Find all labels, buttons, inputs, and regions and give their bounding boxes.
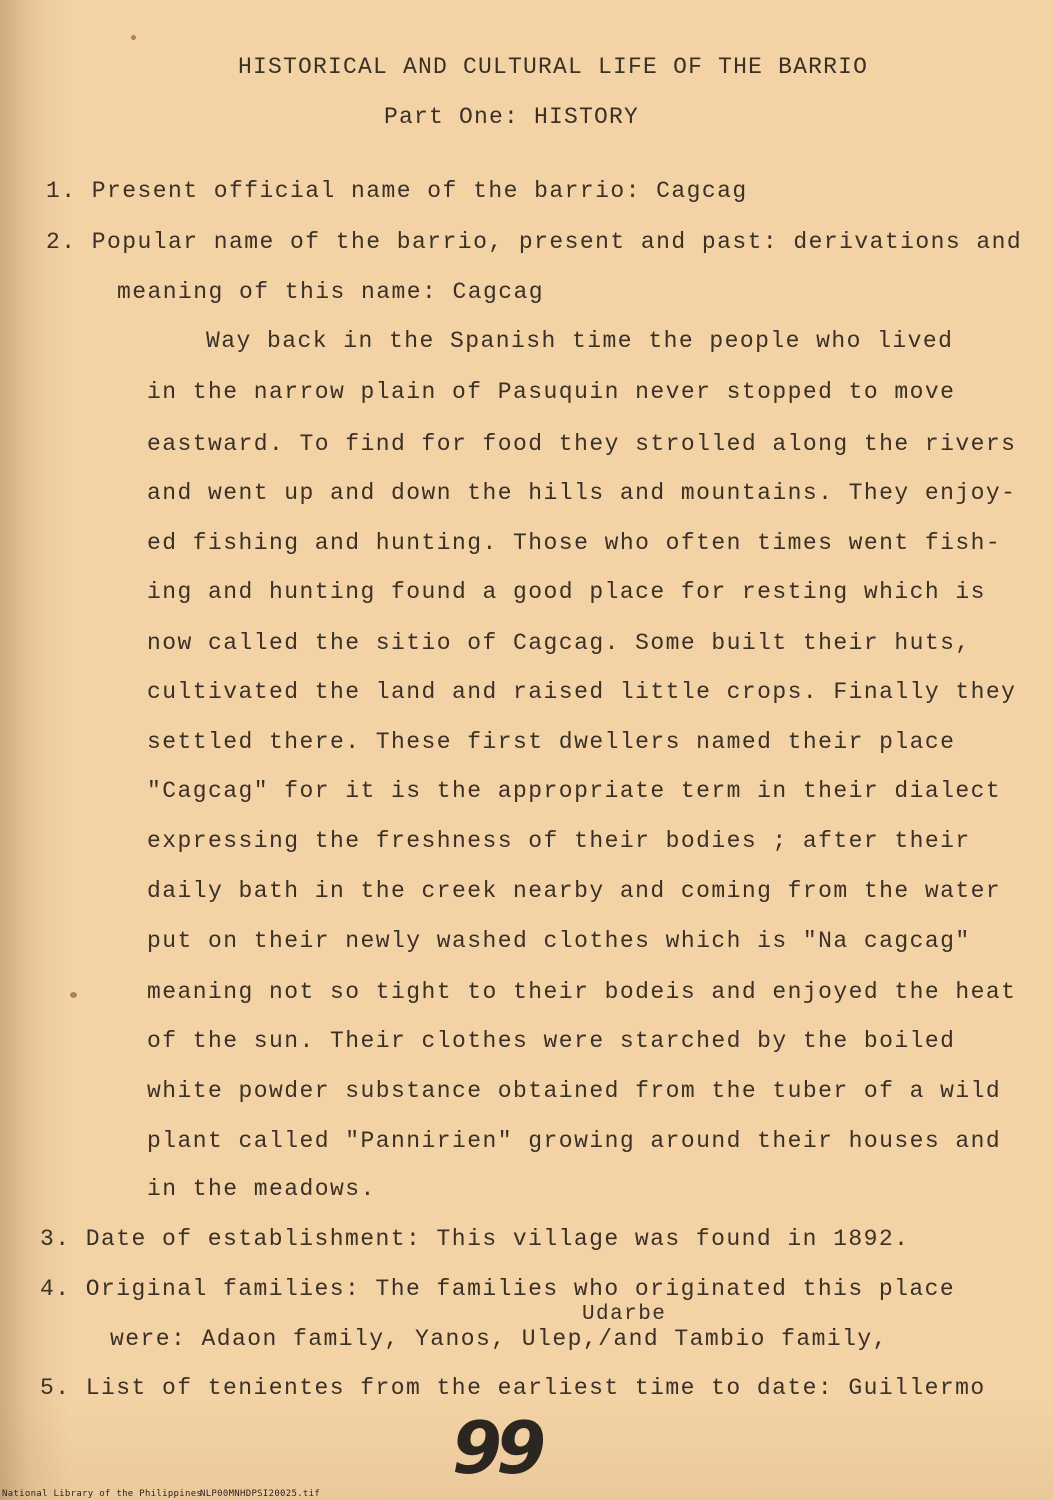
paper-speck xyxy=(70,992,77,998)
text-line: 1. Present official name of the barrio: Cagcag xyxy=(46,178,748,204)
text-line: 5. List of tenientes from the earliest time to date: Guillermo xyxy=(40,1375,986,1401)
handwritten-insertion: Udarbe xyxy=(582,1303,667,1326)
document-title: HISTORICAL AND CULTURAL LIFE OF THE BARRIO xyxy=(238,54,869,80)
text-line: plant called "Pannirien" growing around their houses and xyxy=(147,1128,1002,1154)
text-line: meaning of this name: Cagcag xyxy=(117,279,545,305)
text-line: white powder substance obtained from the tuber of a wild xyxy=(147,1078,1002,1104)
text-line: in the meadows. xyxy=(147,1176,376,1202)
text-line: put on their newly washed clothes which is "Na cagcag" xyxy=(147,928,971,954)
text-line: ing and hunting found a good place for resting which is xyxy=(147,579,986,605)
text-line: meaning not so tight to their bodeis and enjoyed the heat xyxy=(147,979,1017,1005)
text-line: daily bath in the creek nearby and coming from the water xyxy=(147,878,1002,904)
text-line: now called the sitio of Cagcag. Some built their huts, xyxy=(147,630,971,656)
text-line: expressing the freshness of their bodies ; after their xyxy=(147,828,971,854)
footer-source: National Library of the Philippines xyxy=(2,1489,203,1499)
text-line: eastward. To find for food they strolled along the rivers xyxy=(147,431,1017,457)
text-line: and went up and down the hills and mountains. They enjoy- xyxy=(147,480,1017,506)
text-line: ed fishing and hunting. Those who often times went fish- xyxy=(147,530,1002,556)
text-line: of the sun. Their clothes were starched by the boiled xyxy=(147,1028,956,1054)
text-line: settled there. These first dwellers named their place xyxy=(147,729,956,755)
text-line: cultivated the land and raised little crops. Finally they xyxy=(147,679,1017,705)
footer-filename: NLP00MNHDPSI20025.tif xyxy=(200,1489,321,1499)
text-line: 4. Original families: The families who originated this place xyxy=(40,1276,956,1302)
page-number: 99 xyxy=(452,1406,541,1490)
text-line: 2. Popular name of the barrio, present and past: derivations and xyxy=(46,229,1023,255)
text-line: Way back in the Spanish time the people who lived xyxy=(206,328,954,354)
text-line: 3. Date of establishment: This village was found in 1892. xyxy=(40,1226,910,1252)
text-line: in the narrow plain of Pasuquin never stopped to move xyxy=(147,379,956,405)
document-subtitle: Part One: HISTORY xyxy=(384,104,640,130)
text-line: "Cagcag" for it is the appropriate term in their dialect xyxy=(147,778,1002,804)
text-line: were: Adaon family, Yanos, Ulep,/and Tambio family, xyxy=(110,1326,888,1352)
paper-speck xyxy=(131,35,136,40)
